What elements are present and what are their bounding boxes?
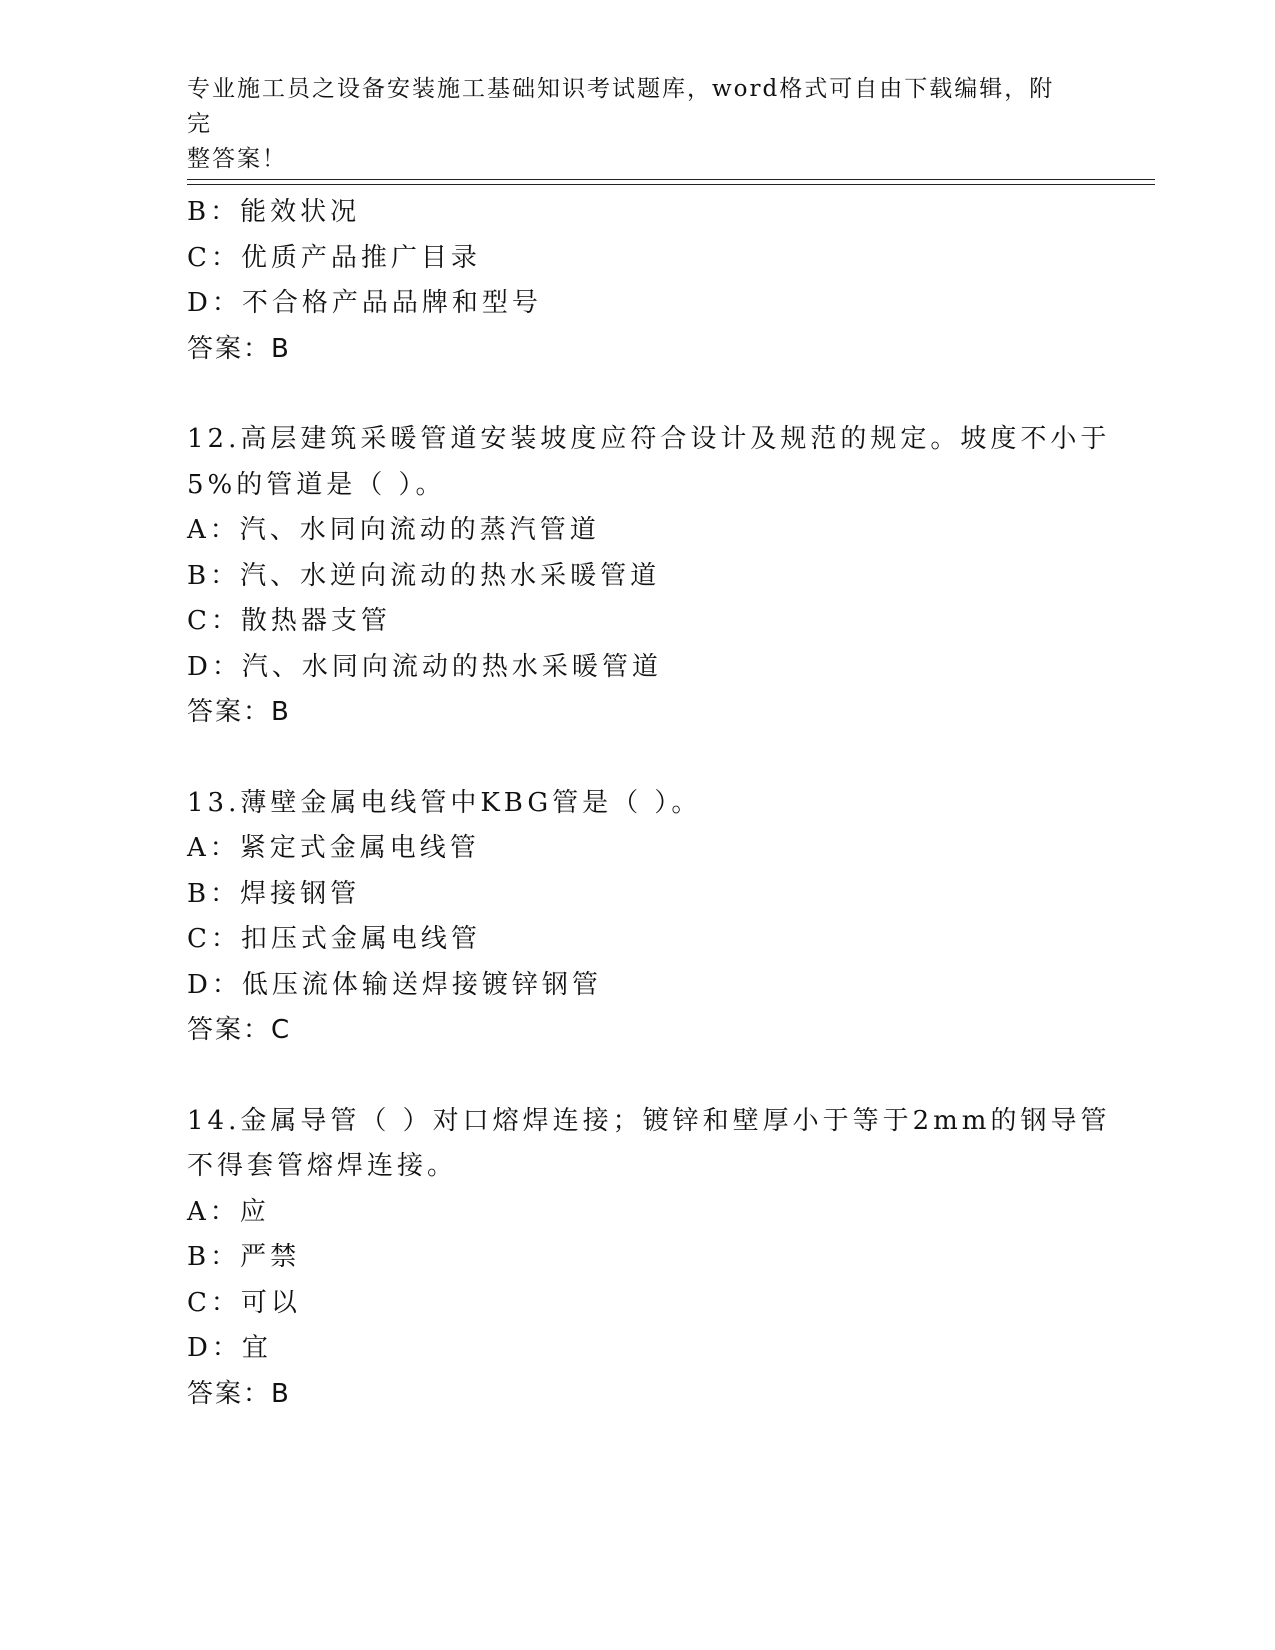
option-d: D：不合格产品品牌和型号 (187, 288, 542, 318)
question-text: 13.薄壁金属电线管中KBG管是（ ）。 (187, 787, 702, 818)
header-line-1: 专业施工员之设备安装施工基础知识考试题库，word格式可自由下载编辑，附完 (187, 76, 1055, 137)
question-text-cont: 不得套管熔焊连接。 (187, 1151, 458, 1181)
question-13 (187, 781, 1087, 1054)
option-b: B：严禁 (187, 1242, 301, 1272)
question-text-cont: 5%的管道是（ ）。 (187, 469, 446, 500)
option-c: C：可以 (187, 1287, 301, 1318)
answer: 答案：C (187, 1015, 292, 1045)
option-c: C：扣压式金属电线管 (187, 924, 481, 954)
option-c: C：散热器支管 (187, 606, 391, 636)
question-content (187, 190, 1111, 1417)
header-line-2: 整答案！ (187, 146, 287, 172)
header-rule-top (187, 179, 1155, 180)
option-a: A：紧定式金属电线管 (187, 833, 480, 863)
option-d: D：宜 (187, 1333, 272, 1363)
option-d: D：低压流体输送焊接镀锌钢管 (187, 969, 602, 1000)
option-a: A：应 (187, 1196, 270, 1227)
option-c: C：优质产品推广目录 (187, 242, 481, 273)
option-b: B：焊接钢管 (187, 878, 361, 909)
question-14 (187, 1099, 1111, 1418)
answer: 答案：B (187, 697, 291, 727)
option-b: B：汽、水逆向流动的热水采暖管道 (187, 560, 661, 591)
header-rule-bottom (187, 184, 1155, 185)
option-b: B：能效状况 (187, 197, 361, 227)
answer: 答案：B (187, 1378, 291, 1409)
answer: 答案：B (187, 333, 291, 364)
document-header (187, 72, 1067, 177)
partial-question (187, 190, 1087, 372)
question-12 (187, 417, 1111, 736)
question-text: 14.金属导管（ ）对口熔焊连接；镀锌和壁厚小于等于2mm的钢导管 (187, 1105, 1111, 1136)
question-text: 12.高层建筑采暖管道安装坡度应符合设计及规范的规定。坡度不小于 (187, 424, 1111, 454)
option-a: A：汽、水同向流动的蒸汽管道 (187, 515, 600, 545)
option-d: D：汽、水同向流动的热水采暖管道 (187, 651, 662, 682)
